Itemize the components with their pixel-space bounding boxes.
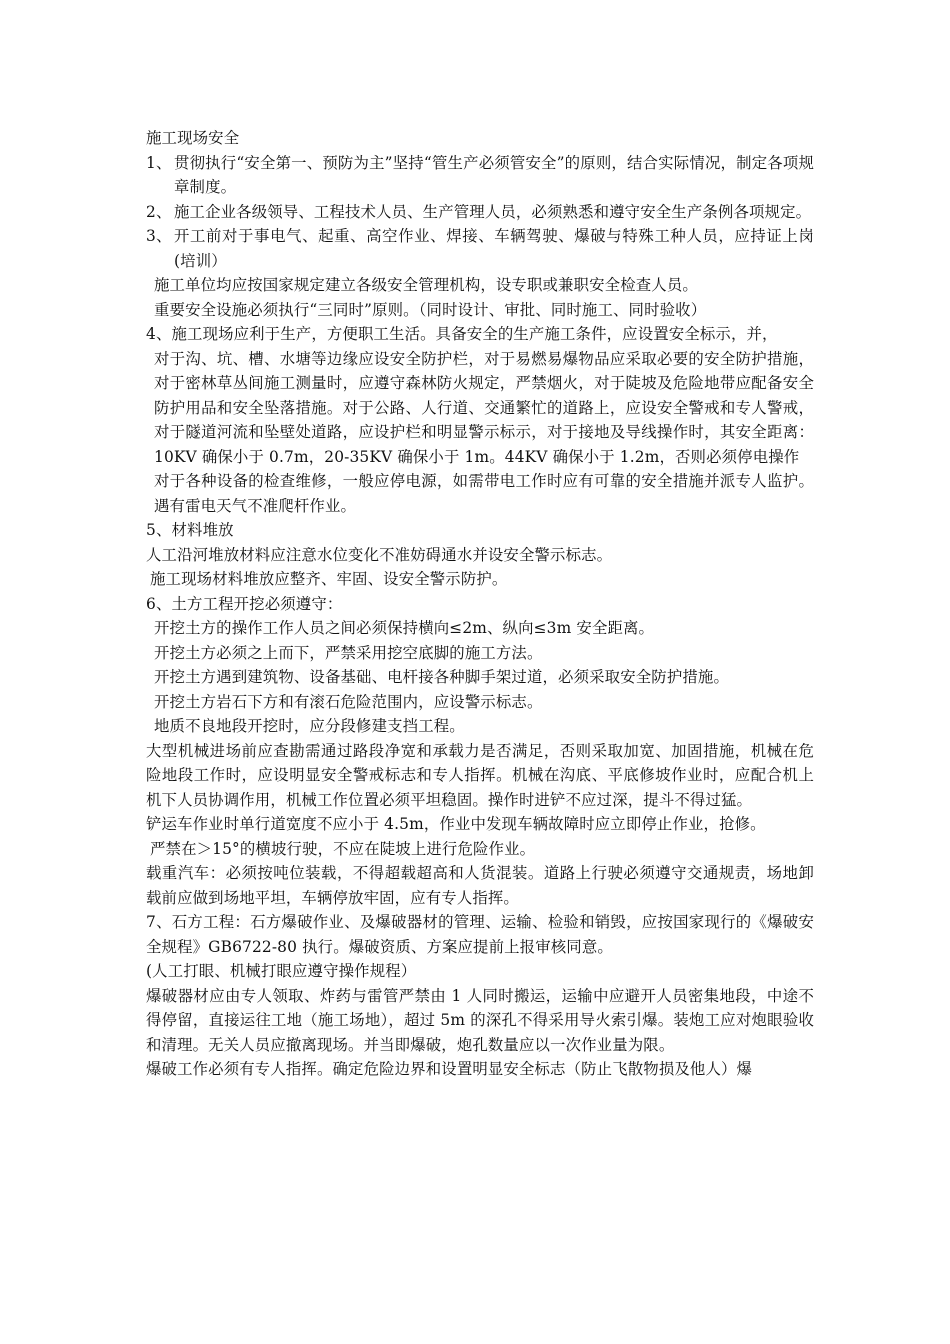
paragraph-equipment-maintenance: 对于各种设备的检查维修，一般应停电源，如需带电工作时应有可靠的安全措施并派专人监护。遇有雷电天气不准爬杆作业。	[154, 472, 814, 515]
list-item-2	[146, 200, 814, 225]
paragraph-trucks: 载重汽车：必须按吨位装载，不得超载超高和人货混装。道路上行驶必须遵守交通规责，场地卸载前应做到场地平坦，车辆停放牢固，应有专人指挥。	[146, 864, 814, 907]
paragraph-slope-rule: 严禁在＞15°的横坡行驶，不应在陡坡上进行危险作业。	[150, 839, 536, 858]
paragraph-heavy-machinery: 大型机械进场前应查勘需通过路段净宽和承载力是否满足，否则采取加宽、加固措施，机械在危险地段工作时，应设明显安全警戒标志和专人指挥。机械在沟底、平底修坡作业时，应配合机上机下人员协调作用，机械工作位置必须平坦稳固。操作时进铲不应过深，提斗不得过猛。	[146, 741, 814, 809]
paragraph-drilling: (人工打眼、机械打眼应遵守操作规程）	[146, 962, 417, 980]
list-text: 施工企业各级领导、工程技术人员、生产管理人员，必须熟悉和遵守安全生产条例各项规定。	[174, 202, 812, 221]
paragraph-dig-rule-4: 开挖土方岩石下方和有滚石危险范围内，应设警示标志。	[154, 692, 543, 711]
paragraph-three-simultaneous: 重要安全设施必须执行“三同时”原则。（同时设计、审批、同时施工、同时验收）	[154, 300, 707, 319]
paragraph-material-stacking: 施工现场材料堆放应整齐、牢固、设安全警示防护。	[150, 570, 508, 588]
list-item-1	[146, 151, 814, 200]
list-item-6: 6、土方工程开挖必须遵守：	[146, 594, 343, 613]
list-item-3	[146, 224, 814, 273]
paragraph-shovel-vehicle: 铲运车作业时单行道宽度不应小于 4.5m，作业中发现车辆故障时应立即停止作业，抢修。	[146, 815, 766, 833]
paragraph-blasting-materials: 爆破器材应由专人领取、炸药与雷管严禁由 1 人同时搬运，运输中应避开人员密集地段，中途不得停留，直接运往工地（施工场地），超过 5m 的深孔不得采用导火索引爆。装炮工应对炮眼验收和清理。无关人员应撤离现场。并当即爆破，炮孔数量应以一次作业量为限。	[146, 986, 814, 1054]
paragraph-safety-org: 施工单位均应按国家规定建立各级安全管理机构，设专职或兼职安全检查人员。	[154, 276, 698, 294]
paragraph-protection-measures: 对于沟、坑、槽、水塘等边缘应设安全防护栏，对于易燃易爆物品应采取必要的安全防护措施，对于密林草丛间施工测量时，应遵守森林防火规定，严禁烟火，对于陡坡及危险地带应配备安全防护用品和安全坠落措施。对于公路、人行道、交通繁忙的道路上，应设安全警戒和专人警戒，对于隧道河流和坠壁处道路，应设护栏和明显警示标示，对于接地及导线操作时，其安全距离：10KV 确保小于 0.7m，20-35KV 确保小于 1m。44KV 确保小于 1.2m，否则必须停电操作	[154, 349, 814, 466]
list-text: 开工前对于事电气、起重、高空作业、焊接、车辆驾驶、爆破与特殊工种人员，应持证上岗(培训）	[174, 227, 814, 270]
paragraph-dig-rule-3: 开挖土方遇到建筑物、设备基础、电杆接各种脚手架过道，必须采取安全防护措施。	[154, 668, 730, 686]
paragraph-dig-rule-5: 地质不良地段开挖时，应分段修建支挡工程。	[154, 717, 465, 735]
paragraph-dig-rule-1: 开挖土方的操作工作人员之间必须保持横向≤2m、纵向≤3m 安全距离。	[154, 619, 655, 637]
list-text: 贯彻执行“安全第一、预防为主”坚持“管生产必须管安全”的原则，结合实际情况，制定各项规章制度。	[174, 153, 814, 196]
paragraph-blasting-command: 爆破工作必须有专人指挥。确定危险边界和设置明显安全标志（防止飞散物损及他人）爆	[146, 1060, 753, 1078]
list-number: 3、	[146, 227, 172, 245]
document-page	[146, 126, 814, 1082]
list-number: 2、	[146, 202, 172, 221]
paragraph-dig-rule-2: 开挖土方必须之上而下，严禁采用挖空底脚的施工方法。	[154, 643, 543, 662]
list-item-7: 7、石方工程：石方爆破作业、及爆破器材的管理、运输、检验和销毁，应按国家现行的《爆破安全规程》GB6722-80 执行。爆破资质、方案应提前上报审核同意。	[146, 913, 814, 956]
list-item-4: 4、施工现场应利于生产，方便职工生活。具备安全的生产施工条件，应设置安全标示，并，	[146, 325, 778, 343]
list-item-5: 5、材料堆放	[146, 521, 234, 539]
document-title: 施工现场安全	[146, 129, 240, 147]
list-number: 1、	[146, 153, 172, 172]
paragraph-river-stacking: 人工沿河堆放材料应注意水位变化不准妨碍通水并设安全警示标志。	[146, 545, 613, 564]
